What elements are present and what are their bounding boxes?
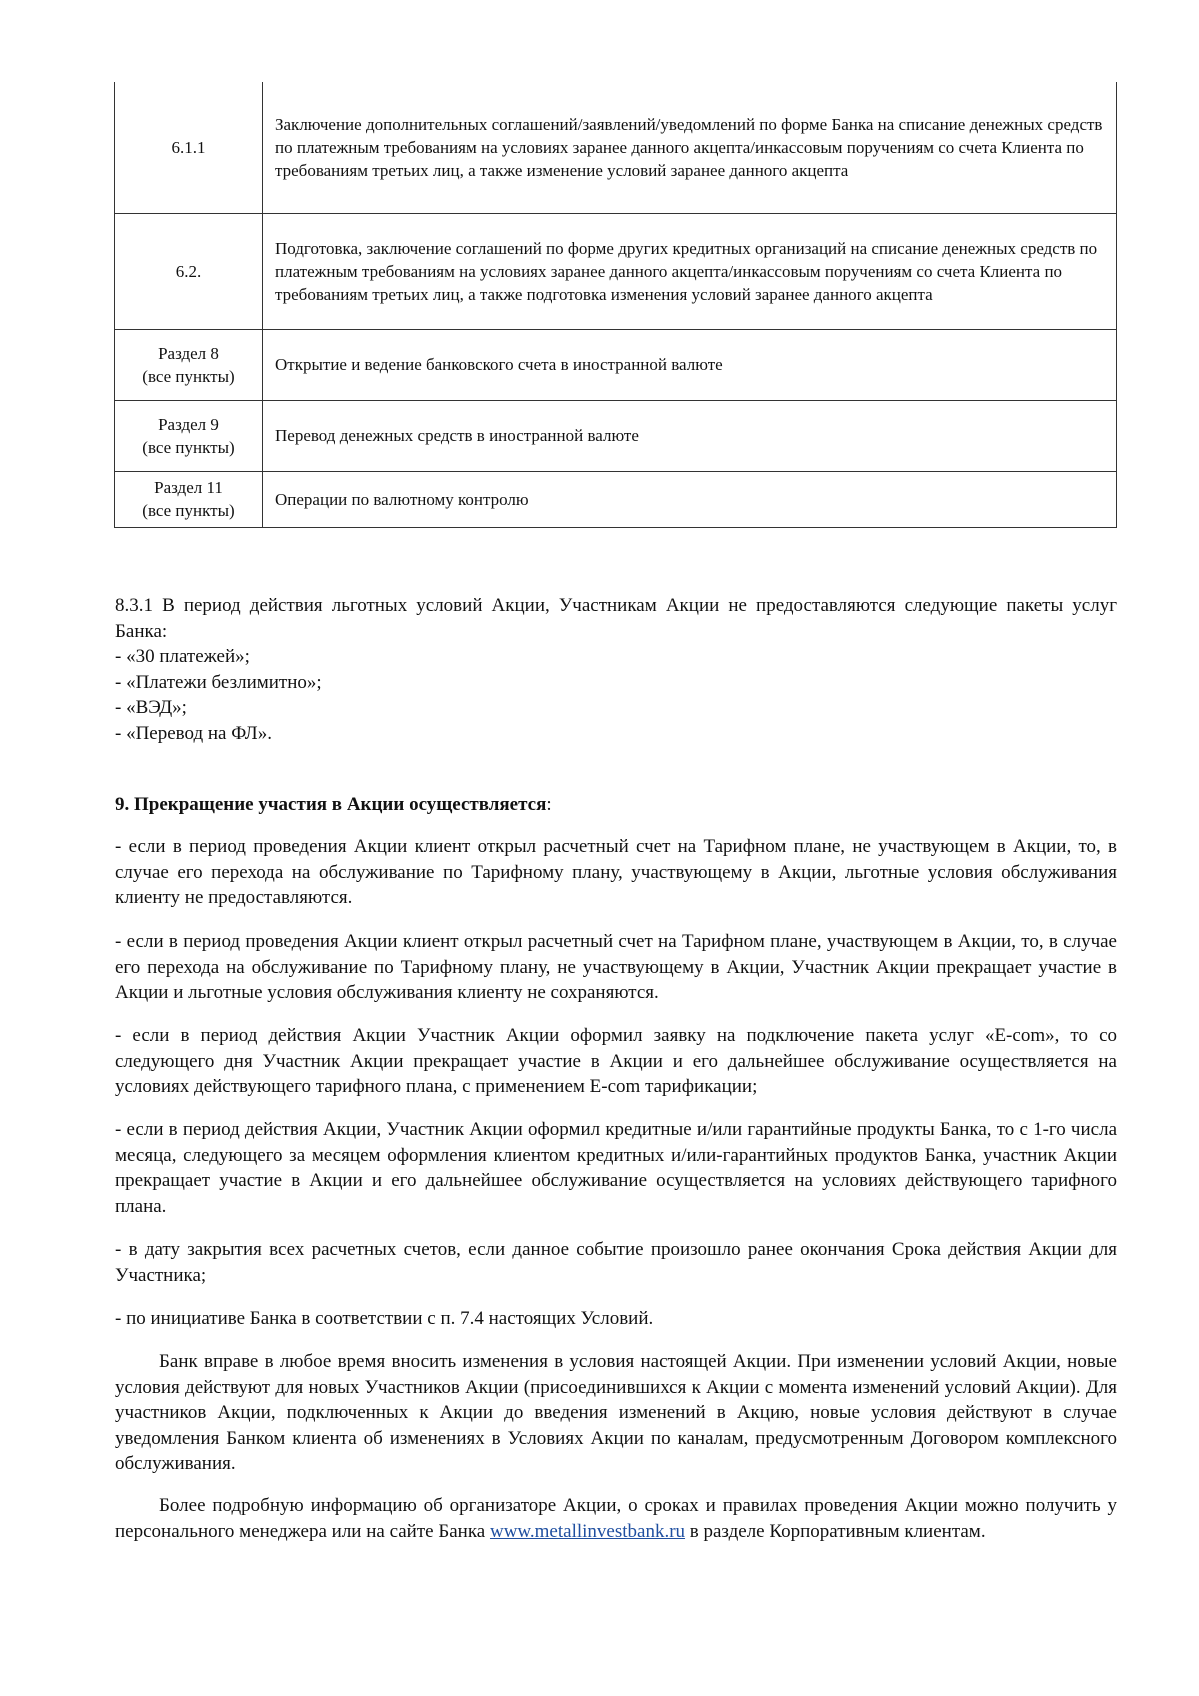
info-text-end: в разделе Корпоративным клиентам.: [685, 1520, 986, 1542]
section-scope: (все пункты): [142, 437, 235, 457]
package-item: - «30 платежей»;: [115, 646, 250, 667]
table-cell-description: Перевод денежных средств в иностранной валюте: [263, 400, 1117, 471]
termination-condition: - по инициативе Банка в соответствии с п. 7.4 настоящих Условий.: [115, 1308, 654, 1329]
section-scope: (все пункты): [142, 366, 235, 386]
table-cell-description: Операции по валютному контролю: [263, 471, 1117, 527]
table-row: [115, 329, 1117, 400]
section-9-heading: [115, 792, 1117, 818]
package-item: - «ВЭД»;: [115, 697, 187, 718]
table-cell-description: Заключение дополнительных соглашений/заявлений/уведомлений по форме Банка на списание денежных средств по платежным требованиям на условиях заранее данного акцепта/инкассовым поручениям со счета Клиента по требованиям третьих лиц, а также изменение условий заранее данного акцепта: [263, 82, 1117, 213]
section-scope: (все пункты): [142, 501, 235, 520]
table-cell-number: [115, 471, 263, 527]
table-row: [115, 82, 1117, 213]
package-item: - «Платежи безлимитно»;: [115, 671, 322, 693]
table-cell-number: [115, 400, 263, 471]
termination-condition: - в дату закрытия всех расчетных счетов, если данное событие произошло ранее окончания Срока действия Акции для Участника;: [115, 1239, 1117, 1286]
termination-condition: - если в период действия Акции, Участник Акции оформил кредитные и/или гарантийные продукты Банка, то с 1-го числа месяца, следующего за месяцем оформления клиентом кредитных и/или-гарантийных продуктов Банка, участник Акции прекращает участие в Акции и его дальнейшее обслуживание осуществляется на условиях действующего тарифного плана.: [115, 1119, 1117, 1217]
clause-8-3-1: [115, 593, 1117, 746]
table-cell-description: Открытие и ведение банковского счета в иностранной валюте: [263, 329, 1117, 400]
section-label: Раздел 11: [154, 478, 223, 497]
info-text: Более подробную информацию об организаторе Акции, о сроках и правилах проведения Акции можно получить у персонального менеджера или на сайте Банка: [115, 1495, 1117, 1542]
section-label: Раздел 8: [158, 343, 219, 363]
section-label: Раздел 9: [158, 414, 219, 434]
table-row: [115, 471, 1117, 527]
table-cell-description: Подготовка, заключение соглашений по форме других кредитных организаций на списание денежных средств по платежным требованиям на условиях заранее данного акцепта/инкассовым поручениям со счета Клиента по требованиям третьих лиц, а также подготовка изменения условий заранее данного акцепта: [263, 213, 1117, 329]
bank-website-link[interactable]: www.metallinvestbank.ru: [489, 1520, 686, 1542]
termination-condition: - если в период проведения Акции клиент открыл расчетный счет на Тарифном плане, участвующем в Акции, то, в случае его перехода на обслуживание по Тарифному плану, не участвующему в Акции, Участник Акции прекращает участие в Акции и льготные условия обслуживания клиенту не сохраняются.: [115, 931, 1117, 1003]
package-item: - «Перевод на ФЛ».: [115, 722, 272, 744]
termination-condition: - если в период проведения Акции клиент открыл расчетный счет на Тарифном плане, не участвующем в Акции, то, в случае его перехода на обслуживание по Тарифному плану, участвующему в Акции, льготные условия обслуживания клиенту не предоставляются.: [115, 836, 1117, 908]
table-cell-number: 6.1.1: [115, 82, 263, 213]
clause-intro: 8.3.1 В период действия льготных условий Акции, Участникам Акции не предоставляются следующие пакеты услуг Банка:: [115, 595, 1117, 642]
services-table: [114, 82, 1117, 528]
table-cell-number: [115, 329, 263, 400]
termination-condition: - если в период действия Акции Участник Акции оформил заявку на подключение пакета услуг «E-com», то со следующего дня Участник Акции прекращает участие в Акции и его дальнейшее обслуживание осуществляется на условиях действующего тарифного плана, с применением E-com тарификации;: [115, 1025, 1117, 1097]
heading-colon: :: [546, 794, 552, 815]
section-heading: 9. Прекращение участия в Акции осуществляется: [115, 794, 547, 815]
info-paragraph: [115, 1493, 1117, 1544]
table-cell-number: 6.2.: [115, 213, 263, 329]
table-row: [115, 213, 1117, 329]
changes-paragraph: Банк вправе в любое время вносить изменения в условия настоящей Акции. При изменении условий Акции, новые условия действуют для новых Участников Акции (присоединившихся к Акции с момента изменений условий Акции). Для участников Акции, подключенных к Акции до введения изменений в Акцию, новые условия действуют в случае уведомления Банком клиента об изменениях в Условиях Акции по каналам, предусмотренным Договором комплексного обслуживания.: [115, 1351, 1117, 1474]
table-row: [115, 400, 1117, 471]
